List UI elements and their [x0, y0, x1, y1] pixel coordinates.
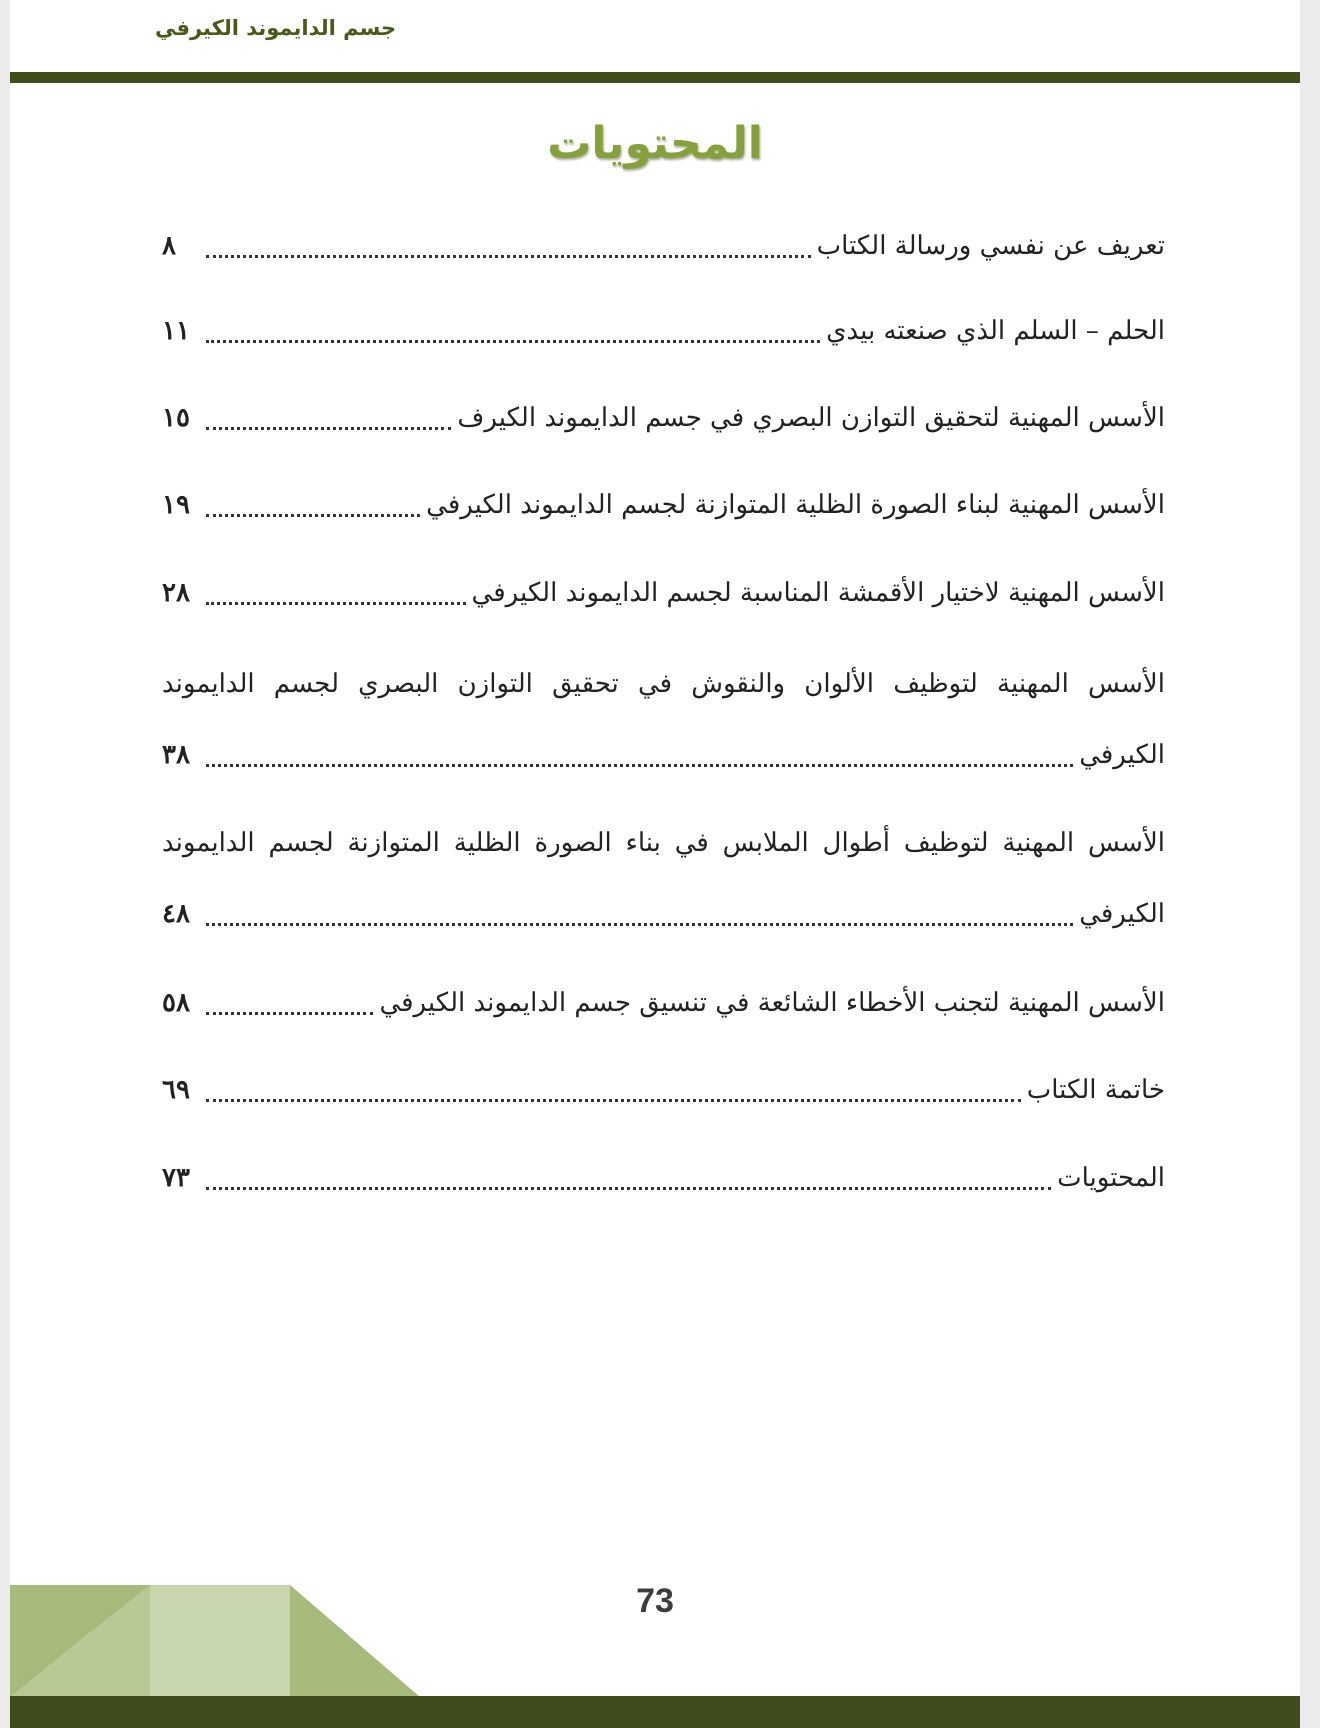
toc-leader-dots — [206, 426, 451, 430]
toc-entry-label: الأسس المهنية لاختيار الأقمشة المناسبة لجسم الدايموند الكيرفي — [471, 578, 1165, 608]
header-rule — [10, 72, 1300, 83]
toc-entry-page: ١١ — [162, 316, 190, 346]
toc-entry-page: ٢٨ — [162, 578, 190, 608]
toc-entry — [162, 1062, 1165, 1118]
running-header: جسم الدايموند الكيرفي — [155, 16, 397, 40]
toc-entry-page: ١٥ — [162, 403, 190, 433]
toc-entry-label: المحتويات — [1057, 1163, 1165, 1193]
toc-entry-label-line1: الأسس المهنية لتوظيف أطوال الملابس في بناء الصورة الظلية المتوازنة لجسم الدايموند — [162, 828, 1165, 858]
page-number: 73 — [636, 1582, 674, 1620]
footer-rule — [10, 1696, 1300, 1728]
toc-leader-dots — [206, 513, 420, 517]
toc-entry — [162, 565, 1165, 621]
toc-leader-dots — [206, 1186, 1051, 1190]
toc-entry-label: تعريف عن نفسي ورسالة الكتاب — [816, 231, 1165, 261]
toc-leader-dots — [206, 1098, 1021, 1102]
toc-leader-dots — [206, 339, 820, 343]
toc-leader-dots — [206, 601, 466, 605]
toc-entry-page: ٥٨ — [162, 988, 190, 1018]
toc-entry-label: الأسس المهنية لبناء الصورة الظلية المتوازنة لجسم الدايموند الكيرفي — [426, 490, 1165, 520]
toc-entry — [162, 390, 1165, 446]
toc-entry-label-line2: الكيرفي — [1079, 899, 1165, 929]
toc-entry-label: الأسس المهنية لتجنب الأخطاء الشائعة في تنسيق جسم الدايموند الكيرفي — [379, 988, 1165, 1018]
toc-entry — [162, 303, 1165, 359]
toc-entry-label: الحلم – السلم الذي صنعته بيدي — [826, 316, 1165, 346]
toc-entry-page: ٣٨ — [162, 740, 190, 770]
toc-entry-label: خاتمة الكتاب — [1026, 1075, 1165, 1105]
toc-entry-label-line2: الكيرفي — [1079, 740, 1165, 770]
toc-leader-dots — [206, 763, 1073, 767]
toc-entry-page: ٧٣ — [162, 1163, 190, 1193]
toc-entry-page: ٤٨ — [162, 899, 190, 929]
toc-entry — [162, 477, 1165, 533]
toc-leader-dots — [206, 254, 811, 258]
toc-entry — [162, 1150, 1165, 1206]
toc-entry-page: ٨ — [162, 231, 176, 261]
toc-entry-page: ٦٩ — [162, 1075, 190, 1105]
toc-leader-dots — [206, 922, 1073, 926]
page-title: المحتويات — [547, 118, 763, 169]
toc-leader-dots — [206, 1011, 373, 1015]
toc-entry-label-line1: الأسس المهنية لتوظيف الألوان والنقوش في تحقيق التوازن البصري لجسم الدايموند — [162, 669, 1165, 699]
document-page — [10, 0, 1300, 1728]
toc-entry — [162, 975, 1165, 1031]
toc-entry — [162, 218, 1165, 274]
toc-entry-label: الأسس المهنية لتحقيق التوازن البصري في جسم الدايموند الكيرف — [457, 403, 1165, 433]
toc-entry-page: ١٩ — [162, 490, 190, 520]
toc-entry — [162, 727, 1165, 783]
toc-entry — [162, 886, 1165, 942]
